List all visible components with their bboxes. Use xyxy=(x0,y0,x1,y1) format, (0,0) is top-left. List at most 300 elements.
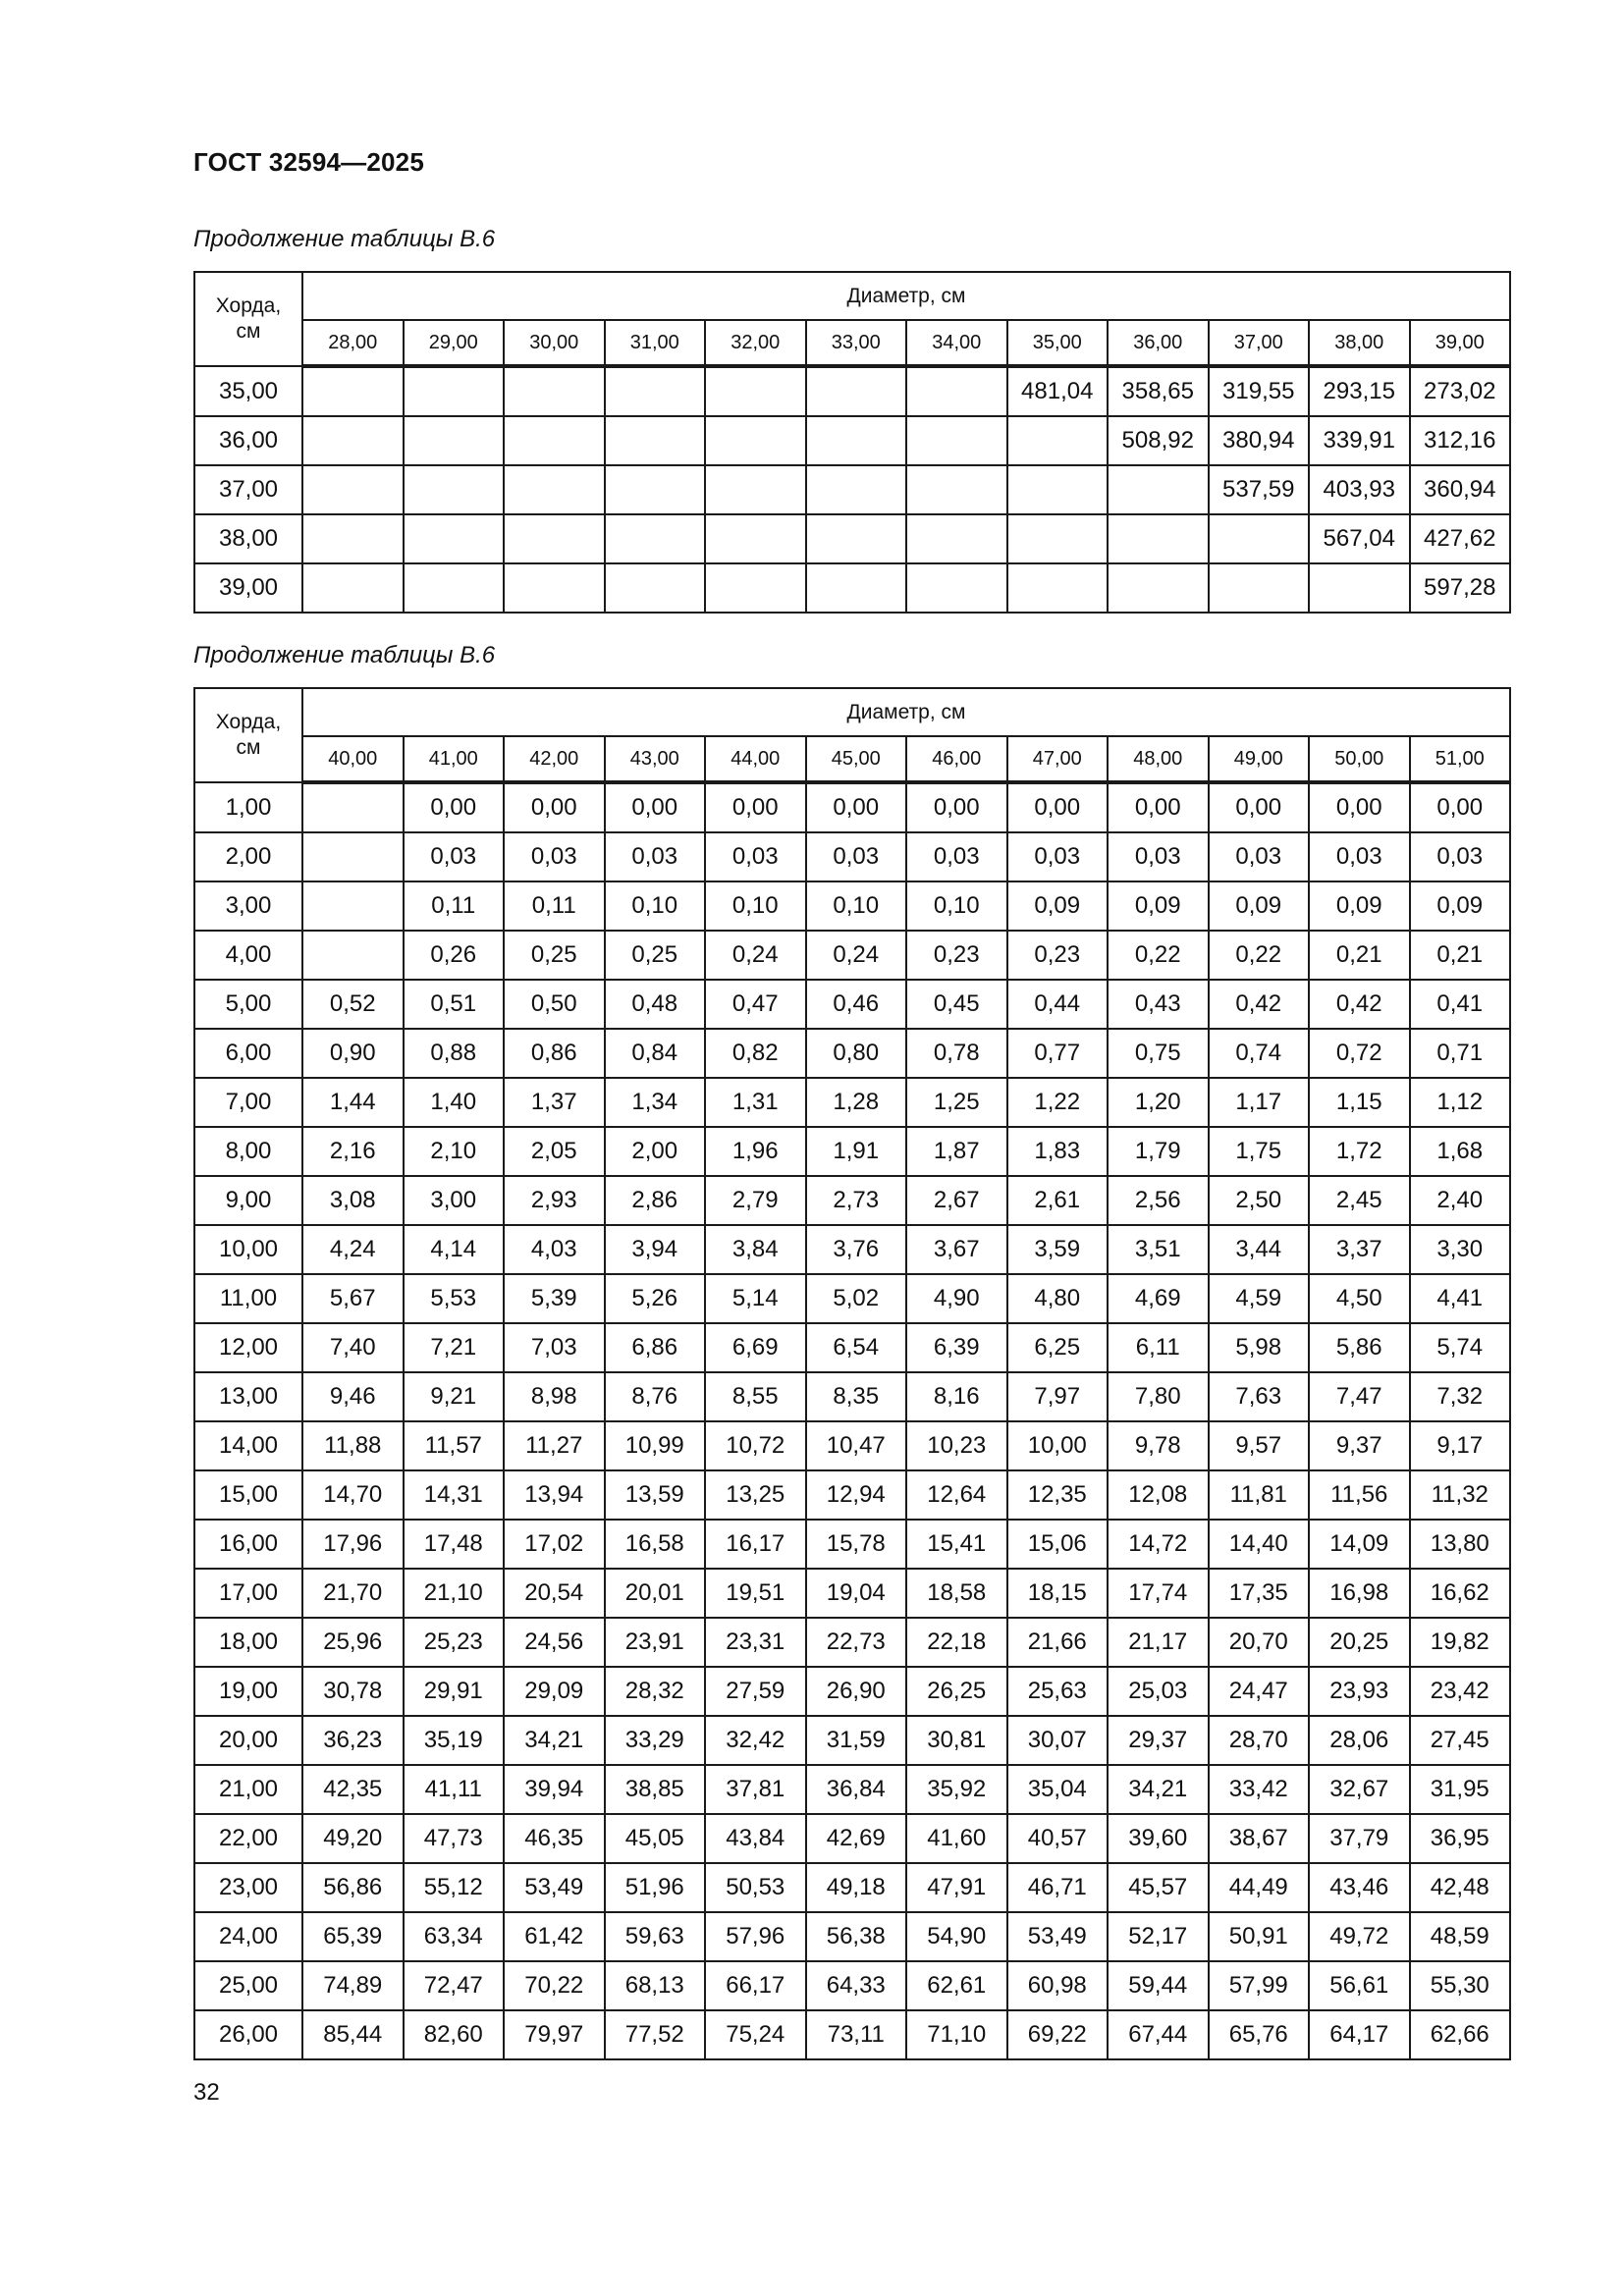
value-cell: 0,23 xyxy=(906,931,1007,980)
value-cell: 4,90 xyxy=(906,1274,1007,1323)
value-cell: 34,21 xyxy=(504,1716,605,1765)
value-cell: 10,47 xyxy=(806,1421,907,1470)
value-cell: 63,34 xyxy=(404,1912,505,1961)
value-cell: 1,31 xyxy=(705,1078,806,1127)
value-cell: 9,17 xyxy=(1410,1421,1511,1470)
value-cell: 8,76 xyxy=(605,1372,706,1421)
value-cell: 56,86 xyxy=(302,1863,404,1912)
value-cell: 37,79 xyxy=(1309,1814,1410,1863)
value-cell: 0,45 xyxy=(906,980,1007,1029)
value-cell: 13,80 xyxy=(1410,1520,1511,1569)
value-cell: 57,99 xyxy=(1209,1961,1310,2010)
value-cell xyxy=(404,416,505,465)
chord-cell: 36,00 xyxy=(194,416,302,465)
value-cell: 0,00 xyxy=(906,782,1007,832)
value-cell: 9,21 xyxy=(404,1372,505,1421)
value-cell: 15,41 xyxy=(906,1520,1007,1569)
value-cell xyxy=(302,563,404,613)
value-cell xyxy=(906,416,1007,465)
value-cell: 13,25 xyxy=(705,1470,806,1520)
value-cell: 26,25 xyxy=(906,1667,1007,1716)
value-cell: 0,03 xyxy=(806,832,907,881)
value-cell: 20,25 xyxy=(1309,1618,1410,1667)
value-cell: 5,98 xyxy=(1209,1323,1310,1372)
table-row xyxy=(194,1863,1510,1912)
chord-cell: 6,00 xyxy=(194,1029,302,1078)
value-cell xyxy=(605,563,706,613)
value-cell: 0,00 xyxy=(1209,782,1310,832)
value-cell xyxy=(605,366,706,416)
value-cell: 567,04 xyxy=(1309,514,1410,563)
value-cell: 1,25 xyxy=(906,1078,1007,1127)
value-cell: 3,67 xyxy=(906,1225,1007,1274)
value-cell xyxy=(705,366,806,416)
diameter-column-header: 36,00 xyxy=(1108,320,1209,366)
value-cell: 2,61 xyxy=(1007,1176,1109,1225)
value-cell: 14,72 xyxy=(1108,1520,1209,1569)
value-cell: 33,29 xyxy=(605,1716,706,1765)
value-cell: 54,90 xyxy=(906,1912,1007,1961)
value-cell: 1,12 xyxy=(1410,1078,1511,1127)
value-cell: 6,54 xyxy=(806,1323,907,1372)
value-cell: 0,77 xyxy=(1007,1029,1109,1078)
value-cell: 50,91 xyxy=(1209,1912,1310,1961)
table-row xyxy=(194,1470,1510,1520)
value-cell: 60,98 xyxy=(1007,1961,1109,2010)
value-cell: 0,03 xyxy=(1007,832,1109,881)
value-cell: 13,59 xyxy=(605,1470,706,1520)
value-cell: 0,74 xyxy=(1209,1029,1310,1078)
value-cell xyxy=(1007,416,1109,465)
value-cell xyxy=(404,465,505,514)
value-cell: 0,21 xyxy=(1309,931,1410,980)
value-cell: 537,59 xyxy=(1209,465,1310,514)
value-cell: 27,45 xyxy=(1410,1716,1511,1765)
value-cell: 2,40 xyxy=(1410,1176,1511,1225)
value-cell: 0,86 xyxy=(504,1029,605,1078)
value-cell: 22,18 xyxy=(906,1618,1007,1667)
chord-cell: 3,00 xyxy=(194,881,302,931)
value-cell: 44,49 xyxy=(1209,1863,1310,1912)
page-number: 32 xyxy=(193,2079,220,2106)
value-cell: 17,74 xyxy=(1108,1569,1209,1618)
value-cell: 7,21 xyxy=(404,1323,505,1372)
value-cell xyxy=(302,514,404,563)
value-cell xyxy=(302,931,404,980)
chord-cell: 23,00 xyxy=(194,1863,302,1912)
chord-header xyxy=(194,272,302,366)
value-cell: 21,17 xyxy=(1108,1618,1209,1667)
chord-cell: 5,00 xyxy=(194,980,302,1029)
value-cell: 29,91 xyxy=(404,1667,505,1716)
value-cell xyxy=(1309,563,1410,613)
value-cell: 36,23 xyxy=(302,1716,404,1765)
value-cell: 0,50 xyxy=(504,980,605,1029)
value-cell: 5,53 xyxy=(404,1274,505,1323)
diameter-column-header: 46,00 xyxy=(906,736,1007,782)
table-row xyxy=(194,782,1510,832)
diameter-column-header: 28,00 xyxy=(302,320,404,366)
value-cell: 17,48 xyxy=(404,1520,505,1569)
value-cell: 35,04 xyxy=(1007,1765,1109,1814)
chord-cell: 2,00 xyxy=(194,832,302,881)
value-cell: 7,47 xyxy=(1309,1372,1410,1421)
value-cell: 0,09 xyxy=(1007,881,1109,931)
value-cell: 0,22 xyxy=(1209,931,1310,980)
value-cell: 2,45 xyxy=(1309,1176,1410,1225)
table-row xyxy=(194,1078,1510,1127)
value-cell: 17,96 xyxy=(302,1520,404,1569)
value-cell: 0,03 xyxy=(1309,832,1410,881)
value-cell xyxy=(806,563,907,613)
chord-cell: 24,00 xyxy=(194,1912,302,1961)
value-cell: 52,17 xyxy=(1108,1912,1209,1961)
value-cell: 82,60 xyxy=(404,2010,505,2059)
chord-cell: 17,00 xyxy=(194,1569,302,1618)
value-cell xyxy=(906,366,1007,416)
value-cell: 0,00 xyxy=(705,782,806,832)
diameter-column-header: 44,00 xyxy=(705,736,806,782)
value-cell: 319,55 xyxy=(1209,366,1310,416)
table-row xyxy=(194,514,1510,563)
diameter-column-header: 39,00 xyxy=(1410,320,1511,366)
chord-header xyxy=(194,688,302,782)
value-cell xyxy=(504,563,605,613)
value-cell: 10,99 xyxy=(605,1421,706,1470)
value-cell xyxy=(1209,563,1310,613)
value-cell: 0,25 xyxy=(504,931,605,980)
value-cell: 0,21 xyxy=(1410,931,1511,980)
value-cell xyxy=(504,465,605,514)
value-cell: 13,94 xyxy=(504,1470,605,1520)
value-cell: 0,10 xyxy=(705,881,806,931)
value-cell: 31,95 xyxy=(1410,1765,1511,1814)
value-cell: 45,05 xyxy=(605,1814,706,1863)
value-cell xyxy=(705,465,806,514)
value-cell: 0,03 xyxy=(1209,832,1310,881)
value-cell: 8,55 xyxy=(705,1372,806,1421)
value-cell xyxy=(605,416,706,465)
value-cell: 65,76 xyxy=(1209,2010,1310,2059)
value-cell: 66,17 xyxy=(705,1961,806,2010)
value-cell xyxy=(504,514,605,563)
diameter-column-header: 47,00 xyxy=(1007,736,1109,782)
value-cell: 49,20 xyxy=(302,1814,404,1863)
chord-cell: 18,00 xyxy=(194,1618,302,1667)
value-cell: 0,90 xyxy=(302,1029,404,1078)
value-cell: 28,70 xyxy=(1209,1716,1310,1765)
value-cell: 0,23 xyxy=(1007,931,1109,980)
chord-cell: 9,00 xyxy=(194,1176,302,1225)
value-cell: 20,54 xyxy=(504,1569,605,1618)
value-cell: 10,00 xyxy=(1007,1421,1109,1470)
value-cell xyxy=(806,465,907,514)
value-cell: 19,51 xyxy=(705,1569,806,1618)
value-cell: 9,78 xyxy=(1108,1421,1209,1470)
table-row xyxy=(194,1274,1510,1323)
diameter-column-header: 41,00 xyxy=(404,736,505,782)
table-row xyxy=(194,1569,1510,1618)
value-cell: 69,22 xyxy=(1007,2010,1109,2059)
value-cell: 339,91 xyxy=(1309,416,1410,465)
value-cell: 30,78 xyxy=(302,1667,404,1716)
value-cell: 508,92 xyxy=(1108,416,1209,465)
value-cell: 0,80 xyxy=(806,1029,907,1078)
value-cell: 0,00 xyxy=(806,782,907,832)
value-cell: 0,48 xyxy=(605,980,706,1029)
value-cell: 18,58 xyxy=(906,1569,1007,1618)
value-cell: 0,41 xyxy=(1410,980,1511,1029)
value-cell: 20,01 xyxy=(605,1569,706,1618)
chord-cell: 10,00 xyxy=(194,1225,302,1274)
value-cell: 3,30 xyxy=(1410,1225,1511,1274)
value-cell: 1,34 xyxy=(605,1078,706,1127)
value-cell: 597,28 xyxy=(1410,563,1511,613)
value-cell: 4,50 xyxy=(1309,1274,1410,1323)
value-cell: 2,05 xyxy=(504,1127,605,1176)
value-cell: 312,16 xyxy=(1410,416,1511,465)
value-cell: 25,96 xyxy=(302,1618,404,1667)
value-cell: 77,52 xyxy=(605,2010,706,2059)
value-cell: 3,59 xyxy=(1007,1225,1109,1274)
value-cell: 1,40 xyxy=(404,1078,505,1127)
value-cell: 50,53 xyxy=(705,1863,806,1912)
value-cell: 5,26 xyxy=(605,1274,706,1323)
table-row xyxy=(194,1618,1510,1667)
value-cell: 11,27 xyxy=(504,1421,605,1470)
value-cell: 37,81 xyxy=(705,1765,806,1814)
value-cell: 1,20 xyxy=(1108,1078,1209,1127)
value-cell: 3,84 xyxy=(705,1225,806,1274)
table-row xyxy=(194,416,1510,465)
value-cell: 38,85 xyxy=(605,1765,706,1814)
value-cell: 2,73 xyxy=(806,1176,907,1225)
value-cell: 21,10 xyxy=(404,1569,505,1618)
table-row xyxy=(194,563,1510,613)
value-cell: 21,70 xyxy=(302,1569,404,1618)
value-cell: 6,69 xyxy=(705,1323,806,1372)
chord-cell: 7,00 xyxy=(194,1078,302,1127)
value-cell: 32,67 xyxy=(1309,1765,1410,1814)
value-cell: 4,03 xyxy=(504,1225,605,1274)
value-cell xyxy=(1007,465,1109,514)
chord-cell: 39,00 xyxy=(194,563,302,613)
value-cell: 2,93 xyxy=(504,1176,605,1225)
diameter-column-header: 30,00 xyxy=(504,320,605,366)
value-cell: 12,94 xyxy=(806,1470,907,1520)
value-cell: 0,00 xyxy=(1108,782,1209,832)
value-cell: 11,57 xyxy=(404,1421,505,1470)
value-cell xyxy=(906,563,1007,613)
value-cell: 23,91 xyxy=(605,1618,706,1667)
table-row xyxy=(194,931,1510,980)
value-cell: 56,61 xyxy=(1309,1961,1410,2010)
diameter-column-header: 37,00 xyxy=(1209,320,1310,366)
value-cell: 41,11 xyxy=(404,1765,505,1814)
value-cell: 0,10 xyxy=(605,881,706,931)
value-cell: 2,56 xyxy=(1108,1176,1209,1225)
diameter-column-header: 31,00 xyxy=(605,320,706,366)
value-cell: 32,42 xyxy=(705,1716,806,1765)
value-cell xyxy=(605,465,706,514)
value-cell: 293,15 xyxy=(1309,366,1410,416)
value-cell: 0,84 xyxy=(605,1029,706,1078)
value-cell: 1,68 xyxy=(1410,1127,1511,1176)
value-cell: 1,83 xyxy=(1007,1127,1109,1176)
value-cell: 5,86 xyxy=(1309,1323,1410,1372)
value-cell: 27,59 xyxy=(705,1667,806,1716)
value-cell: 0,09 xyxy=(1209,881,1310,931)
value-cell: 0,00 xyxy=(605,782,706,832)
data-table-1 xyxy=(193,271,1511,614)
value-cell: 9,57 xyxy=(1209,1421,1310,1470)
value-cell xyxy=(302,881,404,931)
table-row xyxy=(194,1814,1510,1863)
value-cell: 0,78 xyxy=(906,1029,1007,1078)
value-cell: 14,09 xyxy=(1309,1520,1410,1569)
value-cell: 47,91 xyxy=(906,1863,1007,1912)
chord-cell: 4,00 xyxy=(194,931,302,980)
value-cell: 31,59 xyxy=(806,1716,907,1765)
value-cell: 10,23 xyxy=(906,1421,1007,1470)
value-cell: 75,24 xyxy=(705,2010,806,2059)
value-cell: 16,17 xyxy=(705,1520,806,1569)
value-cell: 47,73 xyxy=(404,1814,505,1863)
chord-cell: 37,00 xyxy=(194,465,302,514)
value-cell: 36,84 xyxy=(806,1765,907,1814)
value-cell: 2,16 xyxy=(302,1127,404,1176)
value-cell: 0,10 xyxy=(906,881,1007,931)
table-row xyxy=(194,881,1510,931)
value-cell: 7,80 xyxy=(1108,1372,1209,1421)
value-cell: 57,96 xyxy=(705,1912,806,1961)
value-cell: 0,46 xyxy=(806,980,907,1029)
value-cell: 0,47 xyxy=(705,980,806,1029)
table-row xyxy=(194,2010,1510,2059)
value-cell: 11,32 xyxy=(1410,1470,1511,1520)
value-cell: 0,72 xyxy=(1309,1029,1410,1078)
value-cell: 42,69 xyxy=(806,1814,907,1863)
value-cell: 25,03 xyxy=(1108,1667,1209,1716)
table-row xyxy=(194,980,1510,1029)
value-cell: 16,62 xyxy=(1410,1569,1511,1618)
value-cell: 3,94 xyxy=(605,1225,706,1274)
value-cell: 38,67 xyxy=(1209,1814,1310,1863)
table-row xyxy=(194,1029,1510,1078)
value-cell: 380,94 xyxy=(1209,416,1310,465)
value-cell: 14,70 xyxy=(302,1470,404,1520)
value-cell: 4,24 xyxy=(302,1225,404,1274)
diameter-column-header: 50,00 xyxy=(1309,736,1410,782)
value-cell: 0,03 xyxy=(1410,832,1511,881)
value-cell: 24,56 xyxy=(504,1618,605,1667)
value-cell: 7,97 xyxy=(1007,1372,1109,1421)
value-cell: 55,30 xyxy=(1410,1961,1511,2010)
value-cell: 10,72 xyxy=(705,1421,806,1470)
value-cell: 62,66 xyxy=(1410,2010,1511,2059)
value-cell xyxy=(504,366,605,416)
diameter-column-header: 45,00 xyxy=(806,736,907,782)
value-cell xyxy=(1108,465,1209,514)
value-cell: 3,44 xyxy=(1209,1225,1310,1274)
table-row xyxy=(194,1765,1510,1814)
value-cell: 1,15 xyxy=(1309,1078,1410,1127)
value-cell: 0,00 xyxy=(1410,782,1511,832)
value-cell: 11,81 xyxy=(1209,1470,1310,1520)
value-cell: 36,95 xyxy=(1410,1814,1511,1863)
value-cell: 0,75 xyxy=(1108,1029,1209,1078)
value-cell: 72,47 xyxy=(404,1961,505,2010)
value-cell: 45,57 xyxy=(1108,1863,1209,1912)
table-row xyxy=(194,1225,1510,1274)
value-cell: 17,35 xyxy=(1209,1569,1310,1618)
value-cell: 0,52 xyxy=(302,980,404,1029)
value-cell: 4,69 xyxy=(1108,1274,1209,1323)
value-cell: 7,40 xyxy=(302,1323,404,1372)
value-cell: 0,24 xyxy=(806,931,907,980)
value-cell: 1,28 xyxy=(806,1078,907,1127)
value-cell: 0,00 xyxy=(1309,782,1410,832)
chord-cell: 14,00 xyxy=(194,1421,302,1470)
value-cell xyxy=(705,514,806,563)
diameter-column-header: 32,00 xyxy=(705,320,806,366)
table-row xyxy=(194,1127,1510,1176)
value-cell: 0,03 xyxy=(906,832,1007,881)
table-row xyxy=(194,1323,1510,1372)
value-cell xyxy=(806,416,907,465)
value-cell: 23,31 xyxy=(705,1618,806,1667)
value-cell: 23,42 xyxy=(1410,1667,1511,1716)
value-cell xyxy=(1108,563,1209,613)
value-cell: 14,31 xyxy=(404,1470,505,1520)
table-row xyxy=(194,366,1510,416)
value-cell: 1,96 xyxy=(705,1127,806,1176)
chord-cell: 38,00 xyxy=(194,514,302,563)
value-cell: 0,00 xyxy=(504,782,605,832)
value-cell: 5,67 xyxy=(302,1274,404,1323)
value-cell: 3,76 xyxy=(806,1225,907,1274)
value-cell: 61,42 xyxy=(504,1912,605,1961)
value-cell: 3,37 xyxy=(1309,1225,1410,1274)
value-cell: 30,81 xyxy=(906,1716,1007,1765)
value-cell: 56,38 xyxy=(806,1912,907,1961)
value-cell: 0,42 xyxy=(1209,980,1310,1029)
value-cell: 39,60 xyxy=(1108,1814,1209,1863)
value-cell xyxy=(806,366,907,416)
chord-cell: 1,00 xyxy=(194,782,302,832)
value-cell: 0,09 xyxy=(1309,881,1410,931)
table-row xyxy=(194,1372,1510,1421)
table-row xyxy=(194,1176,1510,1225)
value-cell: 0,42 xyxy=(1309,980,1410,1029)
value-cell: 0,03 xyxy=(605,832,706,881)
value-cell: 7,32 xyxy=(1410,1372,1511,1421)
value-cell: 53,49 xyxy=(504,1863,605,1912)
value-cell: 68,13 xyxy=(605,1961,706,2010)
table-row xyxy=(194,1520,1510,1569)
value-cell: 273,02 xyxy=(1410,366,1511,416)
value-cell: 25,63 xyxy=(1007,1667,1109,1716)
value-cell: 49,72 xyxy=(1309,1912,1410,1961)
value-cell: 12,35 xyxy=(1007,1470,1109,1520)
value-cell xyxy=(302,366,404,416)
chord-header-label: Хорда, см xyxy=(215,711,282,759)
value-cell: 0,44 xyxy=(1007,980,1109,1029)
table-row xyxy=(194,1716,1510,1765)
value-cell: 26,90 xyxy=(806,1667,907,1716)
value-cell: 0,24 xyxy=(705,931,806,980)
value-cell xyxy=(1007,563,1109,613)
